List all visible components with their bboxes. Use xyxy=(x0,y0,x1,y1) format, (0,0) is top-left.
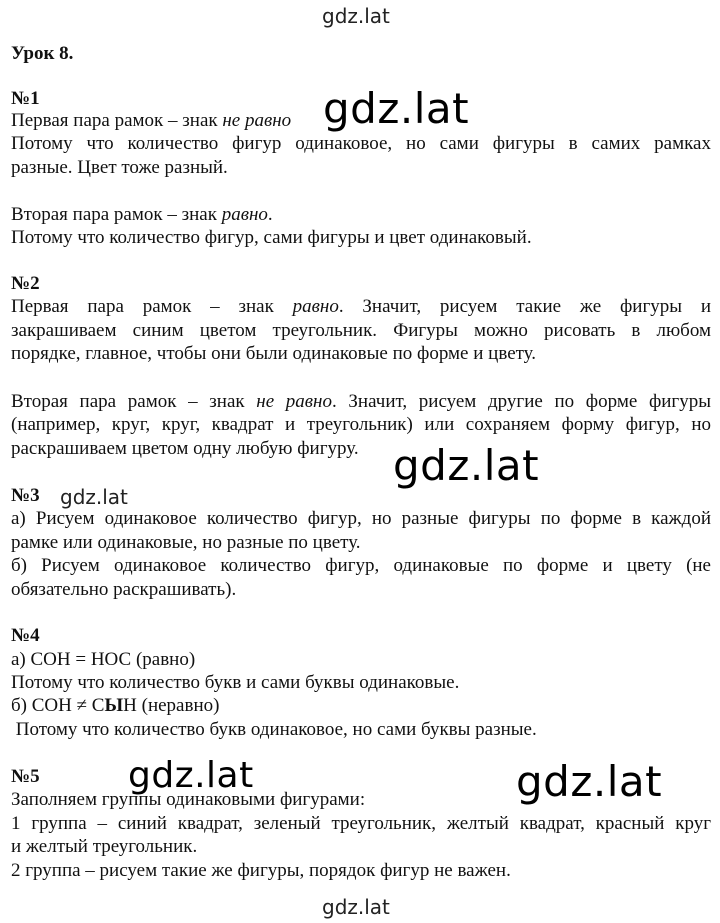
watermark-large-3: gdz.lat xyxy=(128,755,254,796)
section-2-heading: №2 xyxy=(11,273,40,294)
section-1-line-4 xyxy=(11,203,711,226)
section-1-line-5: Потому что количество фигур, сами фигуры и цвет одинаковый. xyxy=(11,227,532,248)
section-3-line-3: б) Рисуем одинаковое количество фигур, одинаковые по форме и цвету (не xyxy=(11,555,711,576)
watermark-bottom: gdz.lat xyxy=(322,895,390,919)
text-span: . Значит, рисуем другие по форме фигуры xyxy=(331,391,711,412)
italic-span: не равно xyxy=(256,391,332,412)
watermark-large-4: gdz.lat xyxy=(516,757,663,806)
text-span: Вторая пара рамок – знак xyxy=(11,204,222,225)
italic-span: равно xyxy=(221,204,268,225)
lesson-title: Урок 8. xyxy=(11,43,74,64)
section-4-line-2: Потому что количество букв и сами буквы одинаковые. xyxy=(11,672,460,693)
section-3-line-1: а) Рисуем одинаковое количество фигур, но разные фигуры по форме в каждой xyxy=(11,508,711,529)
text-span: б) СОН ≠ С xyxy=(11,695,105,716)
section-1-heading: №1 xyxy=(11,88,40,109)
section-3-line-4: обязательно раскрашивать). xyxy=(11,579,237,600)
watermark-top: gdz.lat xyxy=(322,4,390,28)
section-5-line-2: 1 группа – синий квадрат, зеленый треугольник, желтый квадрат, красный круг xyxy=(11,813,711,834)
section-5-line-3: и желтый треугольник. xyxy=(11,836,198,857)
section-2-line-2: закрашиваем синим цветом треугольник. Фигуры можно рисовать в любом xyxy=(11,320,711,341)
text-span: . Значит, рисуем такие же фигуры и xyxy=(338,296,711,317)
section-2-line-4 xyxy=(11,390,711,413)
text-span: Вторая пара рамок – знак xyxy=(11,391,257,412)
watermark-large-1: gdz.lat xyxy=(323,84,470,133)
section-2-line-6: раскрашиваем цветом одну любую фигуру. xyxy=(11,438,359,459)
section-3-heading: №3 xyxy=(11,485,40,506)
section-4-line-3 xyxy=(11,694,711,717)
section-2-line-5: (например, круг, круг, квадрат и треугольник) или сохраняем форму фигур, но xyxy=(11,414,711,435)
watermark-large-2: gdz.lat xyxy=(393,441,540,490)
text-span: . xyxy=(267,204,273,225)
section-1-line-3: разные. Цвет тоже разный. xyxy=(11,157,228,178)
text-span: Первая пара рамок – знак xyxy=(11,296,293,317)
text-span: Н (неравно) xyxy=(123,695,220,716)
section-2-line-3: порядке, главное, чтобы они были одинаковые по форме и цвету. xyxy=(11,343,537,364)
section-4-heading: №4 xyxy=(11,625,40,646)
italic-span: не равно xyxy=(222,110,292,131)
italic-span: равно xyxy=(292,296,339,317)
section-4-line-1: а) СОН = НОС (равно) xyxy=(11,649,196,670)
section-4-line-4: Потому что количество букв одинаковое, но сами буквы разные. xyxy=(11,719,537,740)
bold-letter: Ы xyxy=(104,695,124,716)
section-1-line-1 xyxy=(11,109,711,132)
section-2-line-1 xyxy=(11,295,711,318)
section-5-line-4: 2 группа – рисуем такие же фигуры, порядок фигур не важен. xyxy=(11,860,511,881)
section-1-line-2: Потому что количество фигур одинаковое, но сами фигуры в самих рамках xyxy=(11,133,711,154)
text-span: Первая пара рамок – знак xyxy=(11,110,223,131)
watermark-small-mid: gdz.lat xyxy=(60,485,128,509)
section-5-heading: №5 xyxy=(11,766,40,787)
section-3-line-2: рамке или одинаковые, но разные по цвету. xyxy=(11,532,361,553)
section-5-line-1: Заполняем группы одинаковыми фигурами: xyxy=(11,789,366,810)
